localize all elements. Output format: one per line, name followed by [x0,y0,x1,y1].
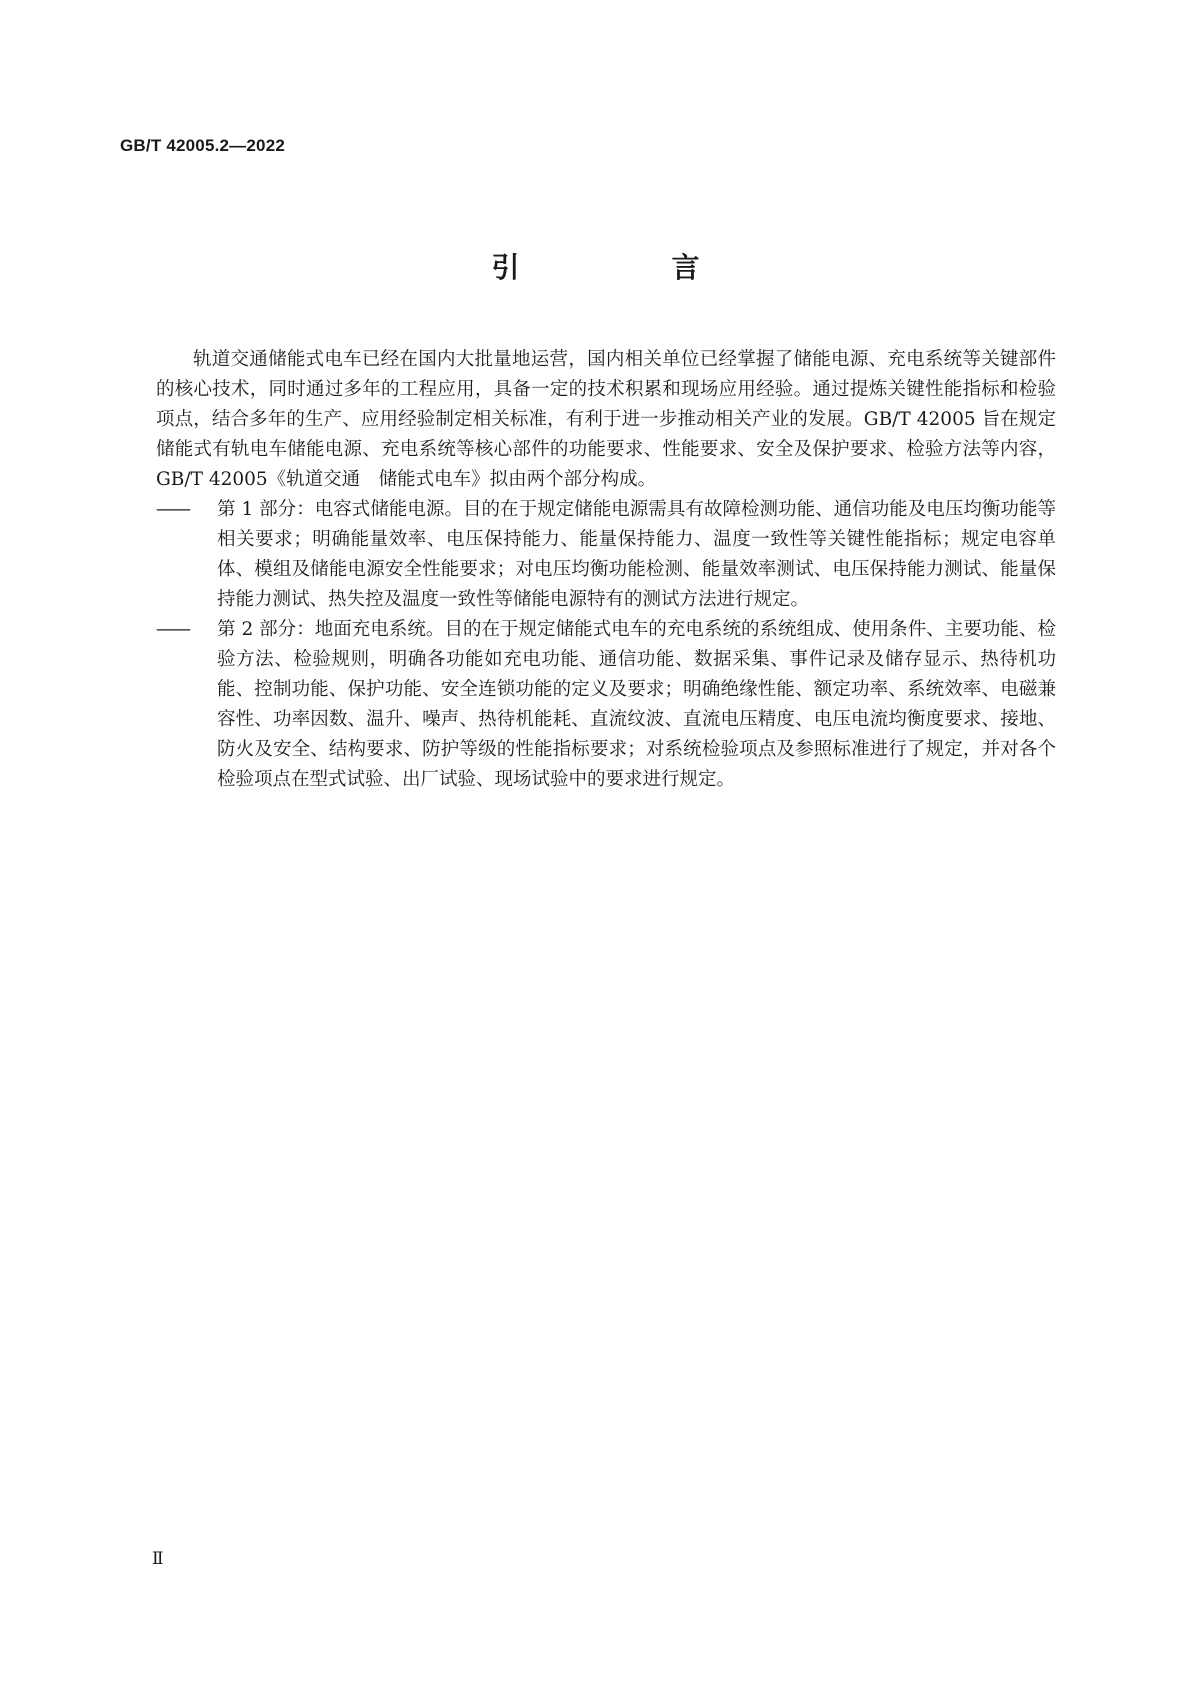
body-content [156,345,1056,795]
intro-paragraph: 轨道交通储能式电车已经在国内大批量地运营，国内相关单位已经掌握了储能电源、充电系统等关键部件的核心技术，同时通过多年的工程应用，具备一定的技术积累和现场应用经验。通过提炼关键性能指标和检验项点，结合多年的生产、应用经验制定相关标准，有利于进一步推动相关产业的发展。GB/T 42005 旨在规定储能式有轨电车储能电源、充电系统等核心部件的功能要求、性能要求、安全及保护要求、检验方法等内容，GB/T 42005《轨道交通 储能式电车》拟由两个部分构成。 [156,349,1056,490]
list-dash: —— [156,619,189,640]
list-item-part-2 [156,615,1056,795]
page-title: 引 言 [491,251,762,284]
list-item-text: 第 2 部分：地面充电系统。目的在于规定储能式电车的充电系统的系统组成、使用条件、主要功能、检验方法、检验规则，明确各功能如充电功能、通信功能、数据采集、事件记录及储存显示、热待机功能、控制功能、保护功能、安全连锁功能的定义及要求；明确绝缘性能、额定功率、系统效率、电磁兼容性、功率因数、温升、噪声、热待机能耗、直流纹波、直流电压精度、电压电流均衡度要求、接地、防火及安全、结构要求、防护等级的性能指标要求；对系统检验项点及参照标准进行了规定，并对各个检验项点在型式试验、出厂试验、现场试验中的要求进行规定。 [217,619,1056,790]
list-dash: —— [156,499,189,520]
list-item-part-1 [156,495,1056,615]
list-item-text: 第 1 部分：电容式储能电源。目的在于规定储能电源需具有故障检测功能、通信功能及电压均衡功能等相关要求；明确能量效率、电压保持能力、能量保持能力、温度一致性等关键性能指标；规定电容单体、模组及储能电源安全性能要求；对电压均衡功能检测、能量效率测试、电压保持能力测试、能量保持能力测试、热失控及温度一致性等储能电源特有的测试方法进行规定。 [217,499,1056,610]
document-code: GB/T 42005.2—2022 [120,136,285,155]
page-number: Ⅱ [152,1549,164,1569]
